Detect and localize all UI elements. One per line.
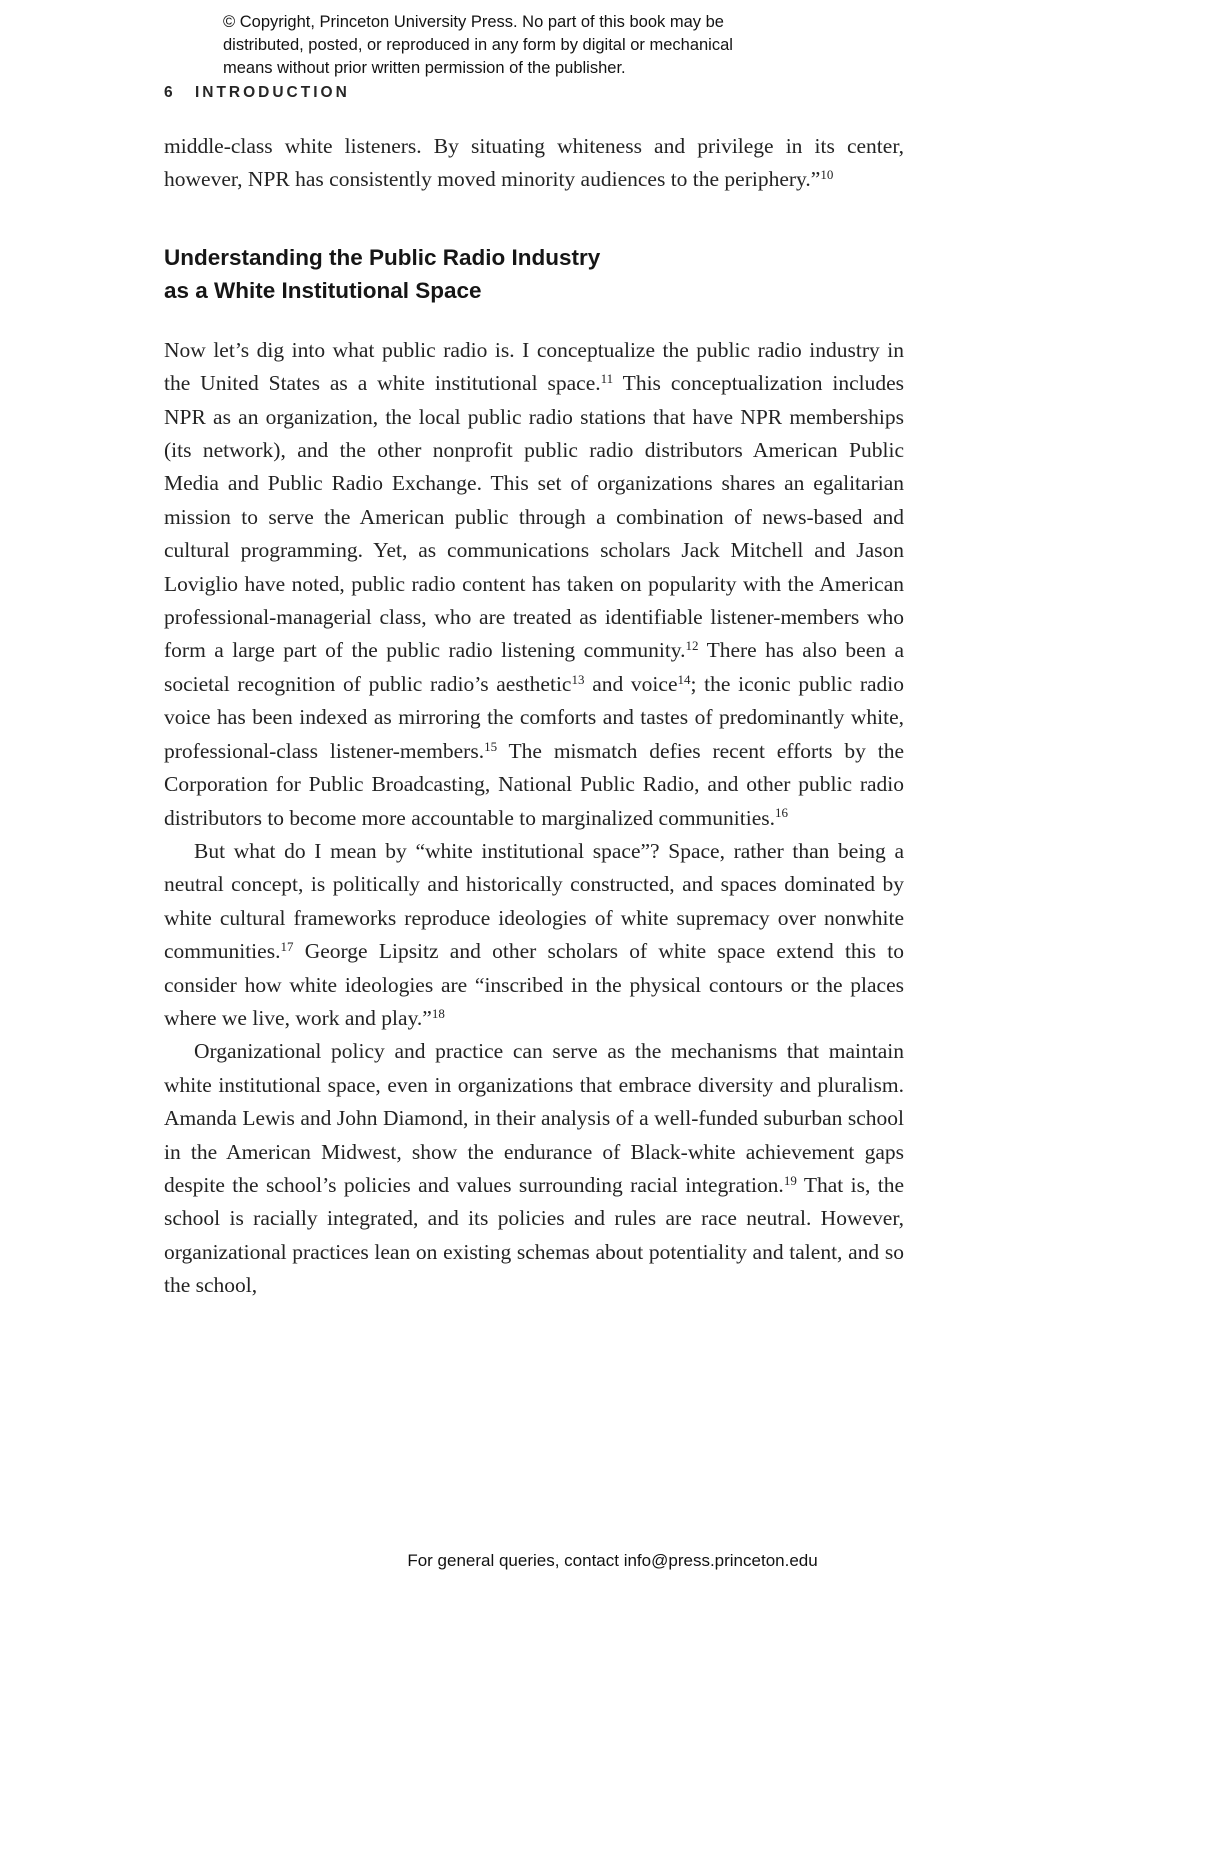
copyright-line-1: © Copyright, Princeton University Press. No part of this book may be xyxy=(223,13,724,31)
page-number: 6 xyxy=(164,84,173,101)
copyright-notice xyxy=(223,11,733,80)
footnote-marker: 19 xyxy=(783,1172,797,1188)
copyright-line-2: distributed, posted, or reproduced in any form by digital or mechanical xyxy=(223,36,733,54)
body-paragraph-1: middle-class white listeners. By situating whiteness and privilege in its center, however, NPR has consistently moved minority audiences to the periphery.”$^{10}$ xyxy=(164,134,904,192)
footnote-marker: 13 xyxy=(571,671,585,687)
footer-contact: For general queries, contact info@press.princeton.edu xyxy=(407,1551,818,1570)
section-heading-line-1: Understanding the Public Radio Industry xyxy=(164,244,601,270)
body-paragraph-3: But what do I mean by “white institutional space”? Space, rather than being a neutral concept, is politically and historically constructed, and spaces dominated by white cultural frameworks reproduce ideologies of white supremacy over nonwhite communities.$^{17}$ George Lipsitz and other scholars of white space extend this to consider how white ideologies are “inscribed in the physical contours or the places where we live, work and play.”$^{18}$ xyxy=(164,838,904,1030)
body-paragraph-2: Now let’s dig into what public radio is. I conceptualize the public radio industry in the United States as a white institutional space.$^{11}$ This conceptualization includes NPR as an organization, the local public radio stations that have NPR memberships (its network), and the other nonprofit public radio distributors American Public Media and Public Radio Exchange. This set of organizations shares an egalitarian mission to serve the American public through a combination of news-based and cultural programming. Yet, as communications scholars Jack Mitchell and Jason Loviglio have noted, public radio content has taken on popularity with the American professional-managerial class, who are treated as identifiable listener-members who form a large part of the public radio listening community.$^{12}$ There has also been a societal recognition of public radio’s aesthetic$^{13}$ and voice$^{14}$; the iconic public radio voice has been indexed as mirroring the comforts and tastes of predominantly white, professional-class listener-members.$^{15}$ The mismatch defies recent efforts by the Corporation for Public Broadcasting, National Public Radio, and other public radio distributors to become more accountable to marginalized communities.$^{16}$ xyxy=(164,337,905,830)
footnote-marker: 15 xyxy=(484,738,498,754)
footnote-marker: 10 xyxy=(820,167,834,183)
footnote-marker: 16 xyxy=(775,805,788,821)
footnote-marker: 11 xyxy=(600,371,614,387)
footnote-marker: 14 xyxy=(677,671,691,687)
section-heading xyxy=(164,241,904,307)
section-heading-line-2: as a White Institutional Space xyxy=(164,277,482,303)
page-content xyxy=(164,130,904,1303)
chapter-title: INTRODUCTION xyxy=(194,84,350,101)
footnote-marker: 12 xyxy=(685,638,699,654)
running-head xyxy=(164,84,350,102)
footnote-marker: 18 xyxy=(431,1005,445,1021)
body-paragraph-4: Organizational policy and practice can serve as the mechanisms that maintain white institutional space, even in organizations that embrace diversity and pluralism. Amanda Lewis and John Diamond, in their analysis of a well-funded suburban school in the American Midwest, show the endurance of Black-white achievement gaps despite the school’s policies and values surrounding racial integration.$^{19}$ That is, the school is racially integrated, and its policies and rules are race neutral. However, organizational practices lean on existing schemas about potentiality and talent, and so the school, xyxy=(164,1039,904,1298)
copyright-line-3: means without prior written permission of the publisher. xyxy=(223,59,626,77)
footnote-marker: 17 xyxy=(280,938,294,954)
